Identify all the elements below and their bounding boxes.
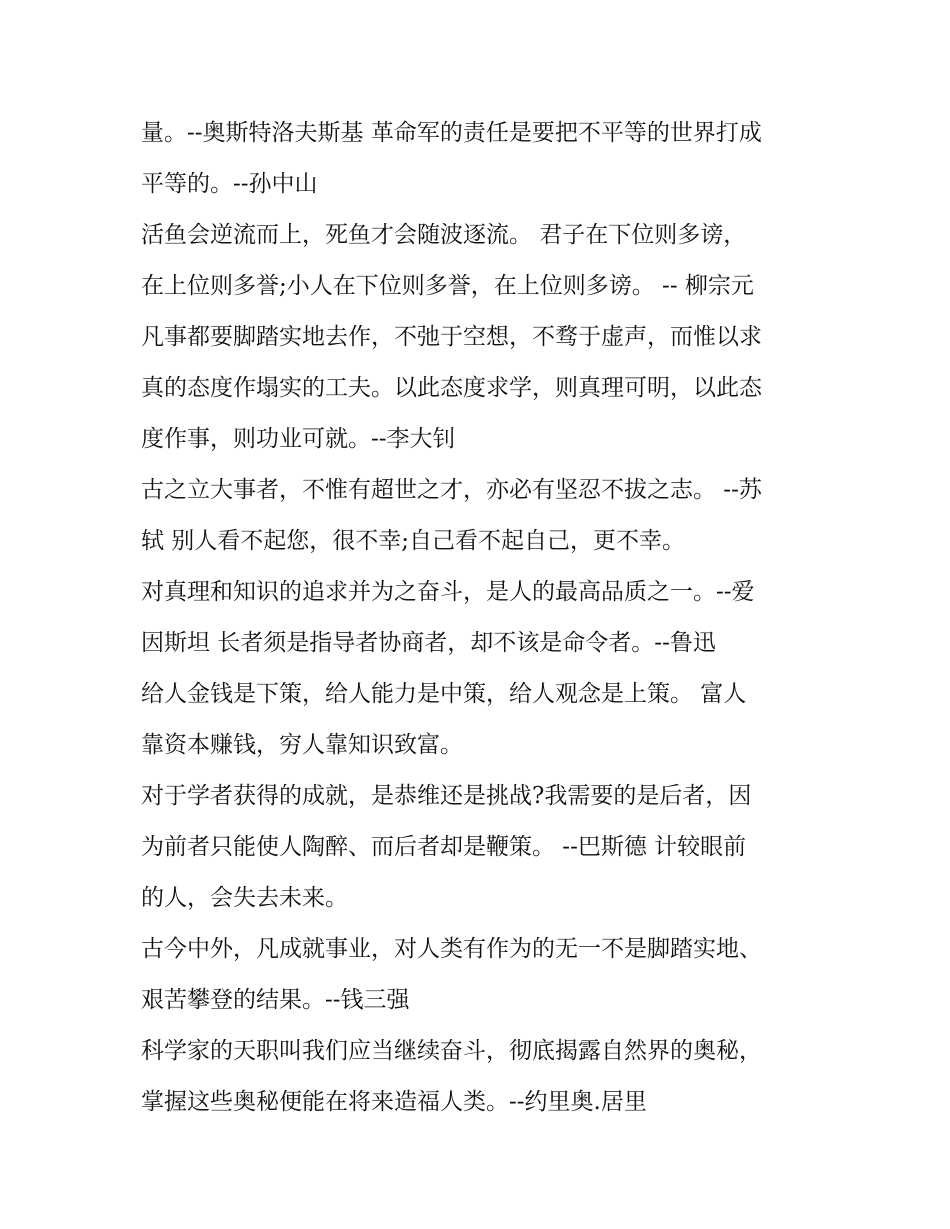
text-line-12: 给人金钱是下策，给人能力是中策，给人观念是上策。 富人 xyxy=(141,681,747,707)
text-line-6: 真的态度作塌实的工夫。以此态度求学，则真理可明，以此态 xyxy=(141,375,762,401)
text-line-4: 在上位则多誉;小人在下位则多誉，在上位则多谤。 -- 柳宗元 xyxy=(141,273,754,299)
text-line-18: 艰苦攀登的结果。--钱三强 xyxy=(141,987,410,1013)
text-line-15: 为前者只能使人陶醉、而后者却是鞭策。 --巴斯德 计较眼前 xyxy=(141,834,747,860)
text-line-10: 对真理和知识的追求并为之奋斗，是人的最高品质之一。--爱 xyxy=(141,579,755,605)
text-line-19: 科学家的天职叫我们应当继续奋斗，彻底揭露自然界的奥秘， xyxy=(141,1038,762,1064)
text-line-5: 凡事都要脚踏实地去作，不弛于空想，不骛于虚声，而惟以求 xyxy=(141,324,762,350)
text-line-20: 掌握这些奥秘便能在将来造福人类。--约里奥.居里 xyxy=(141,1089,647,1115)
text-line-3: 活鱼会逆流而上，死鱼才会随波逐流。 君子在下位则多谤， xyxy=(141,222,747,248)
quote-text-block xyxy=(141,108,821,1128)
text-line-1: 量。--奥斯特洛夫斯基 革命军的责任是要把不平等的世界打成 xyxy=(141,120,762,146)
text-line-13: 靠资本赚钱，穷人靠知识致富。 xyxy=(141,732,463,758)
text-line-14: 对于学者获得的成就，是恭维还是挑战?我需要的是后者，因 xyxy=(141,783,752,809)
text-line-9: 轼 别人看不起您，很不幸;自己看不起自己，更不幸。 xyxy=(141,528,686,554)
text-line-16: 的人，会失去未来。 xyxy=(141,885,348,911)
text-line-11: 因斯坦 长者须是指导者协商者，却不该是命令者。--鲁迅 xyxy=(141,630,716,656)
text-line-2: 平等的。--孙中山 xyxy=(141,171,318,197)
text-line-7: 度作事，则功业可就。--李大钊 xyxy=(141,426,456,452)
text-line-17: 古今中外，凡成就事业，对人类有作为的无一不是脚踏实地、 xyxy=(141,936,762,962)
text-line-8: 古之立大事者，不惟有超世之才，亦必有坚忍不拔之志。 --苏 xyxy=(141,477,762,503)
